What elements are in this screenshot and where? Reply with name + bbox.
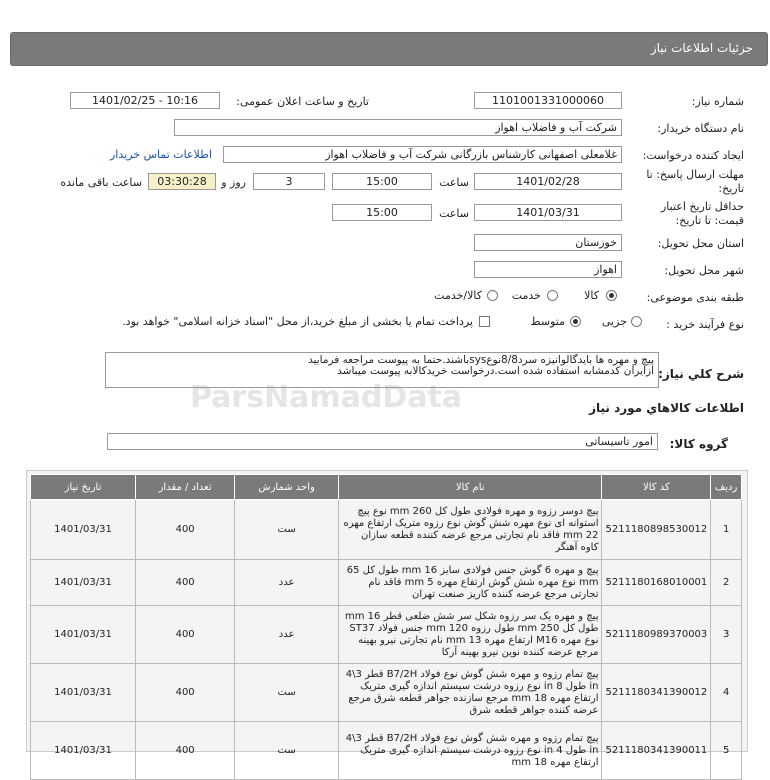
table-row [31,722,742,780]
description-line-2: ازایران کدمشابه استفاده شده است.درخواست خریدکالابه پیوست میباشد [337,365,654,377]
category-option-goods: کالا [584,289,599,302]
cell-code: 5211180898530012 [602,500,711,560]
remaining-time-field: 03:30:28 [148,173,216,190]
goods-table [30,474,742,780]
days-label: روز و [221,176,246,189]
category-option-goods-service: کالا/خدمت [434,289,482,302]
cell-code: 5211180341390012 [602,664,711,722]
col-header-unit: واحد شمارش [235,475,339,500]
cell-date: 1401/03/31 [31,606,136,664]
cell-index: 2 [711,560,742,606]
cell-code: 5211180989370003 [602,606,711,664]
table-row [31,560,742,606]
description-line-1: پیچ و مهره ها بایدگالوانیزه سرد8/8نوعsysباشند.حتما به پیوست مراجعه فرمایید [308,354,654,366]
validity-date-field: 1401/03/31 [474,204,622,221]
buyer-contact-link[interactable]: اطلاعات تماس خریدار [110,148,212,161]
cell-qty: 400 [135,722,234,780]
goods-section-title: اطلاعات کالاهاي مورد نياز [589,401,744,415]
deadline-date-field: 1401/02/28 [474,173,622,190]
cell-qty: 400 [135,560,234,606]
category-radio-goods-service[interactable] [487,290,498,301]
cell-name: پیچ تمام رزوه و مهره شش گوش نوع فولاد B7/2H قطر 3\4 in طول 8 in نوع رزوه درشت سیستم اندازه گیری متریک ارتفاع مهره 18 mm مرجع سازنده جواهر قطعه شرق مرجع عرضه کننده جواهر قطعه شرق [338,664,602,722]
province-field: خوزستان [474,234,622,251]
cell-name: پیچ و مهره یک سر رزوه شکل سر شش ضلعی قطر 16 mm طول کل 250 mm طول رزوه 120 mm جنس فولاد ST37 نوع مهره M16 ارتفاع مهره 13 mm نام تجارتی نیرو بهینه مرجع عرضه کننده نوین نیرو بهینه آرکا [338,606,602,664]
description-box [105,352,659,388]
cell-unit: عدد [235,606,339,664]
col-header-index: ردیف [711,475,742,500]
cell-qty: 400 [135,500,234,560]
process-label: نوع فرآیند خرید : [666,318,744,331]
city-field: اهواز [474,261,622,278]
process-option-minor: جزیی [601,315,627,328]
creator-field: غلامعلی اصفهانی کارشناس بازرگانی شرکت آب و فاضلاب اهواز [223,146,622,163]
goods-group-field: امور تاسیساتی [107,433,658,450]
category-option-service: خدمت [511,289,541,302]
cell-index: 4 [711,664,742,722]
watermark: ParsNamadData [190,380,463,415]
cell-code: 5211180341390011 [602,722,711,780]
buyer-label: نام دستگاه خریدار: [657,122,744,135]
announce-label: تاریخ و ساعت اعلان عمومی: [236,95,369,108]
deadline-time-field: 15:00 [332,173,432,190]
deadline-time-label: ساعت [439,176,469,189]
cell-date: 1401/03/31 [31,722,136,780]
buyer-field: شرکت آب و فاضلاب اهواز [174,119,622,136]
col-header-code: کد کالا [602,475,711,500]
category-label: طبقه بندی موضوعی: [646,291,744,304]
table-header-row [31,475,742,500]
validity-label-1: حداقل تاریخ اعتبار [660,200,744,213]
cell-unit: عدد [235,560,339,606]
validity-time-label: ساعت [439,207,469,220]
goods-group-label: گروه کالا: [669,437,728,451]
table-row [31,606,742,664]
cell-unit: ست [235,664,339,722]
cell-qty: 400 [135,664,234,722]
category-radio-service[interactable] [547,290,558,301]
page-title: جزئیات اطلاعات نیاز [650,41,753,55]
category-radio-goods[interactable] [606,290,617,301]
cell-qty: 400 [135,606,234,664]
cell-index: 1 [711,500,742,560]
col-header-date: تاریخ نیاز [31,475,136,500]
table-row [31,500,742,560]
cell-index: 3 [711,606,742,664]
process-option-medium: متوسط [530,315,565,328]
table-row [31,664,742,722]
remaining-label: ساعت باقی مانده [60,176,142,189]
cell-code: 5211180168010001 [602,560,711,606]
cell-name: پیچ تمام رزوه و مهره شش گوش نوع فولاد B7/2H قطر 3\4 in طول 4 in نوع رزوه درشت سیستم اندازه گیری متریک ارتفاع مهره 18 mm [338,722,602,780]
treasury-checkbox[interactable] [479,316,490,327]
days-field: 3 [253,173,325,190]
need-number-field: 1101001331000060 [474,92,622,109]
announce-field: 1401/02/25 - 10:16 [70,92,220,109]
cell-date: 1401/03/31 [31,664,136,722]
city-label: شهر محل تحویل: [664,264,744,277]
province-label: استان محل تحویل: [657,237,744,250]
cell-unit: ست [235,500,339,560]
cell-index: 5 [711,722,742,780]
cell-name: پیچ دوسر رزوه و مهره فولادی طول کل 260 mm نوع پیچ استوانه ای نوع مهره شش گوش نوع رزوه متریک ارتفاع مهره 22 mm فاقد نام تجارتی مرجع عرضه کننده قطعه سازان کاوه آهنگر [338,500,602,560]
cell-date: 1401/03/31 [31,560,136,606]
process-radio-medium[interactable] [570,316,581,327]
process-radio-minor[interactable] [631,316,642,327]
description-label: شرح کلي نياز: [658,367,744,381]
creator-label: ایجاد کننده درخواست: [642,149,744,162]
treasury-text: پرداخت تمام یا بخشی از مبلغ خرید،از محل "اسناد خزانه اسلامی" خواهد بود. [122,315,473,328]
validity-label-2: قیمت: تا تاریخ: [675,214,744,227]
need-number-label: شماره نیاز: [691,95,744,108]
cell-name: پیچ و مهره 6 گوش جنس فولادی سایز 16 mm طول کل 65 mm نوع مهره شش گوش ارتفاع مهره 5 mm فاقد نام تجارتی مرجع عرضه کننده کاریز صنعت تهران [338,560,602,606]
deadline-label-1: مهلت ارسال پاسخ: تا [646,168,744,181]
cell-date: 1401/03/31 [31,500,136,560]
validity-time-field: 15:00 [332,204,432,221]
col-header-name: نام کالا [338,475,602,500]
page-header [10,32,768,66]
deadline-label-2: تاریخ: [718,182,744,195]
col-header-qty: تعداد / مقدار [135,475,234,500]
cell-unit: ست [235,722,339,780]
